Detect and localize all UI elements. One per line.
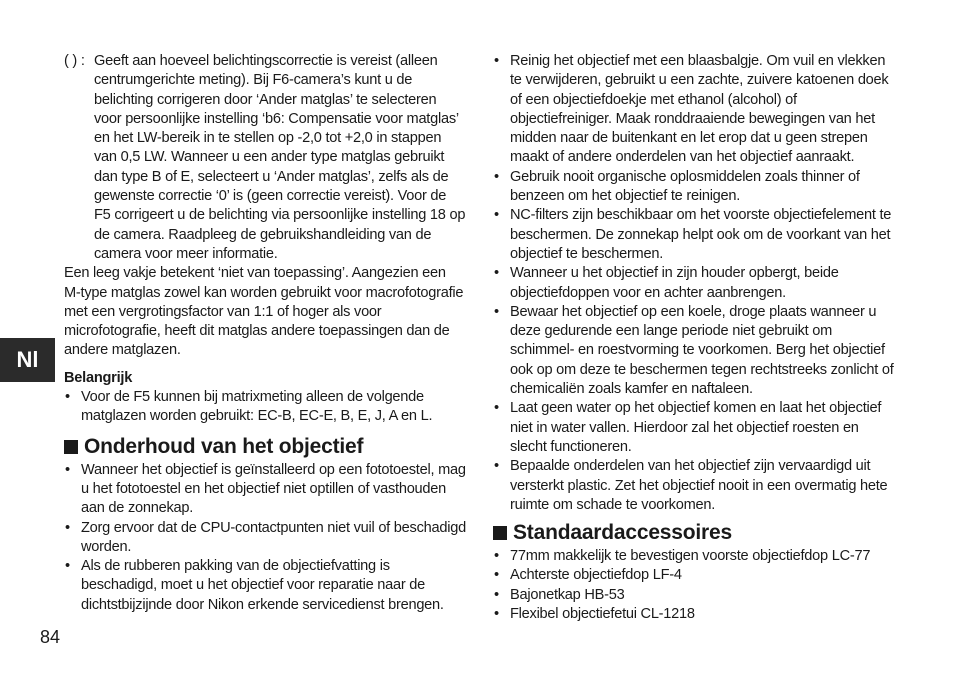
list-item: • Bajonetkap HB-53 — [493, 586, 897, 605]
list-item: • NC-filters zijn beschikbaar om het voorste objectiefelement te beschermen. De zonnekap helpt ook om de voorkant van het objectief te beschermen. — [493, 206, 897, 264]
list-item: • Als de rubberen pakking van de objectiefvatting is beschadigd, moet u het objectief voor reparatie naar de dichtstbijzijnde door Nikon erkende servicedienst brengen. — [64, 557, 466, 615]
important-heading: Belangrijk — [64, 369, 133, 386]
list-item: • 77mm makkelijk te bevestigen voorste objectiefdop LC-77 — [493, 547, 897, 566]
list-item: • Flexibel objectiefetui CL-1218 — [493, 605, 897, 624]
list-item: • Laat geen water op het objectief komen en laat het objectief niet in water vallen. Hierdoor zal het objectief roesten en slecht functioneren. — [493, 399, 897, 457]
important-list — [64, 388, 466, 427]
list-item: • Wanneer het objectief is geïnstalleerd op een fototoestel, mag u het fototoestel en het objectief niet optillen of vasthouden aan de zonnekap. — [64, 461, 466, 519]
list-item: • Bepaalde onderdelen van het objectief zijn vervaardigd uit versterkt plastic. Zet het objectief nooit in een overmatig hete ruimte om schade te voorkomen. — [493, 457, 897, 515]
section-heading-text: Standaardaccessoires — [513, 521, 732, 545]
list-item: • Bewaar het objectief op een koele, droge plaats wanneer u deze gedurende een lange periode niet gebruikt om schimmel- en roestvorming te voorkomen. Berg het objectief ook op om deze te beschermen tegen rechtstreeks zonlicht of chemicaliën zoals kamfer en naftaleen. — [493, 303, 897, 399]
section-heading-accessories — [493, 519, 897, 547]
list-item: • Voor de F5 kunnen bij matrixmeting alleen de volgende matglazen worden gebruikt: EC-B, EC-E, B, E, J, A en L. — [64, 388, 466, 427]
note-label: ( ) : — [64, 53, 85, 69]
page-number: 84 — [40, 627, 61, 647]
empty-box-paragraph: Een leeg vakje betekent ‘niet van toepassing’. Aangezien een M-type matglas zowel kan worden gebruikt voor macrofotografie met een vergrotingsfactor van 1:1 of hoger als voor microfotografie, heeft dit matglas andere toepassingen dan de andere matglazen. — [64, 265, 464, 359]
list-item: • Zorg ervoor dat de CPU-contactpunten niet vuil of beschadigd worden. — [64, 519, 466, 558]
list-item: • Gebruik nooit organische oplosmiddelen zoals thinner of benzeen om het objectief te reinigen. — [493, 168, 897, 207]
maintenance-list — [64, 461, 466, 615]
square-bullet-icon — [64, 440, 78, 454]
right-column — [493, 52, 897, 624]
section-heading-maintenance — [64, 433, 466, 461]
exposure-note — [64, 52, 466, 264]
list-item: • Wanneer u het objectief in zijn houder opbergt, beide objectiefdoppen voor en achter aanbrengen. — [493, 264, 897, 303]
language-tab: Nl — [0, 338, 55, 382]
left-column — [64, 52, 466, 615]
list-item: • Reinig het objectief met een blaasbalgje. Om vuil en vlekken te verwijderen, gebruikt u een zachte, zuivere katoenen doek of een objectiefdoekje met ethanol (alcohol) of objectiefreiniger. Maak ronddraaiende bewegingen van het midden naar de buitenkant en let erop dat u geen strepen maakt of andere onderdelen van het objectief aanraakt. — [493, 52, 897, 168]
care-list — [493, 52, 897, 515]
square-bullet-icon — [493, 526, 507, 540]
section-heading-text: Onderhoud van het objectief — [84, 434, 364, 458]
accessories-list — [493, 547, 897, 624]
list-item: • Achterste objectiefdop LF-4 — [493, 566, 897, 585]
note-text: Geeft aan hoeveel belichtingscorrectie is vereist (alleen centrumgerichte meting). Bij F6-camera’s kunt u de belichting corrigeren door ‘Ander matglas’ te selecteren voor persoonlijke instelling ‘b6: Compensatie voor matglas’ en het LW-bereik in te stellen op -2,0 tot +2,0 in stappen van 0,5 LW. Wanneer u een ander type matglas gebruikt dan type B of E, selecteert u ‘Ander matglas’, zelfs als de gewenste correctie ‘0’ is (geen correctie vereist). Voor de F5 corrigeert u de belichting via persoonlijke instelling 18 op de camera. Raadpleeg de gebruikshandleiding van de camera voor meer informatie. — [94, 53, 466, 262]
